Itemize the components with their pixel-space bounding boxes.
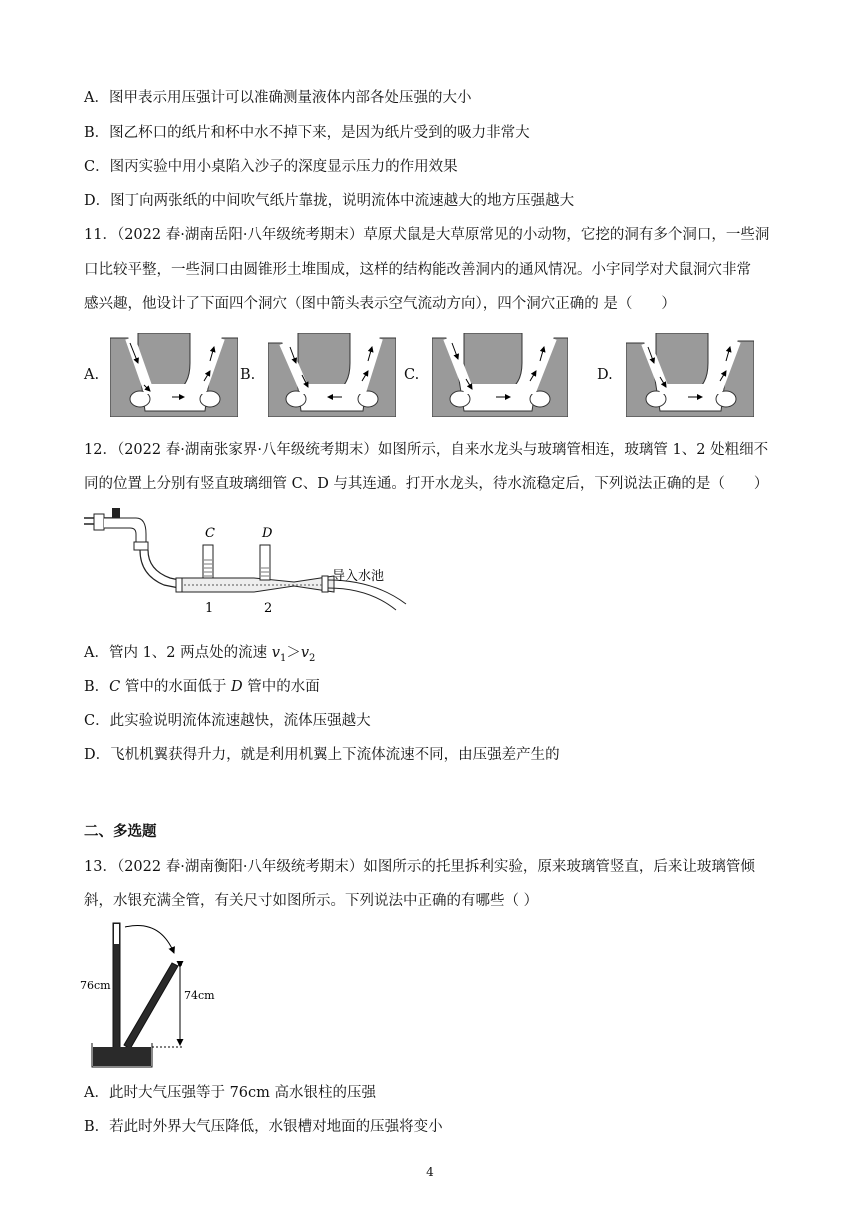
outlet-label: 导入水池: [332, 569, 385, 584]
q12-stem-line1: 12．（2022 春·湖南张家界·八年级统考期末）如图所示，自来水龙头与玻璃管相连，玻璃管 1、2 处粗细不: [84, 442, 769, 458]
q12-option-a: A．管内 1、2 两点处的流速 $v_1>v_2$: [84, 645, 316, 664]
point-2-label: 2: [264, 601, 273, 616]
section-heading: 二、多选题: [84, 824, 157, 840]
q10-option-a: A．图甲表示用压强计可以准确测量液体内部各处压强的大小: [84, 90, 472, 106]
q12-option-c: C．此实验说明流体流速越快，流体压强越大: [84, 713, 371, 729]
q10-option-d: D．图丁向两张纸的中间吹气纸片靠拢，说明流体中流速越大的地方压强越大: [84, 193, 575, 209]
tube-d-label: D: [262, 526, 273, 541]
burrow-figure-a: [110, 333, 238, 417]
left-height-label: 76cm: [80, 979, 111, 992]
tube-c-label: C: [205, 526, 215, 541]
q13-option-a: A．此时大气压强等于 76cm 高水银柱的压强: [84, 1085, 377, 1101]
q11-stem-line1: 11．（2022 春·湖南岳阳·八年级统考期末）草原犬鼠是大草原常见的小动物，它挖的洞有多个洞口，一些洞: [84, 227, 770, 243]
q11-stem-line3: 感兴趣，他设计了下面四个洞穴（图中箭头表示空气流动方向），四个洞穴正确的 是（ ）: [84, 296, 676, 312]
q12-stem-line2: 同的位置上分别有竖直玻璃细管 C、D 与其连通。打开水龙头，待水流稳定后，下列说法正确的是（ ）: [84, 476, 769, 492]
burrow-figure-b: [268, 333, 396, 417]
q13-stem-line1: 13．（2022 春·湖南衡阳·八年级统考期末）如图所示的托里拆利实验，原来玻璃管竖直，后来让玻璃管倾: [84, 859, 755, 875]
q11-stem-line2: 口比较平整，一些洞口由圆锥形土堆围成，这样的结构能改善洞内的通风情况。小宇同学对犬鼠洞穴非常: [84, 262, 751, 278]
q12-option-d: D．飞机机翼获得升力，就是利用机翼上下流体流速不同，由压强差产生的: [84, 747, 560, 763]
q13-option-b: B．若此时外界大气压降低，水银槽对地面的压强将变小: [84, 1119, 443, 1135]
right-height-label: 74cm: [184, 989, 215, 1002]
q11-label-d: D.: [597, 367, 613, 383]
q13-stem-line2: 斜，水银充满全管，有关尺寸如图所示。下列说法中正确的有哪些（ ）: [84, 893, 539, 909]
point-1-label: 1: [205, 601, 214, 616]
q11-label-c: C.: [404, 367, 420, 383]
q11-label-a: A.: [84, 367, 100, 383]
q11-label-b: B.: [240, 367, 256, 383]
q10-option-c: C．图丙实验中用小桌陷入沙子的深度显示压力的作用效果: [84, 159, 458, 175]
burrow-figure-d: [626, 333, 754, 417]
venturi-tube-figure: [84, 500, 414, 625]
torricelli-figure: [80, 915, 230, 1070]
page-number: 4: [426, 1165, 434, 1179]
q10-option-b: B．图乙杯口的纸片和杯中水不掉下来，是因为纸片受到的吸力非常大: [84, 125, 530, 141]
burrow-figure-c: [432, 333, 568, 417]
q12-option-b: B．C 管中的水面低于 D 管中的水面: [84, 679, 320, 695]
